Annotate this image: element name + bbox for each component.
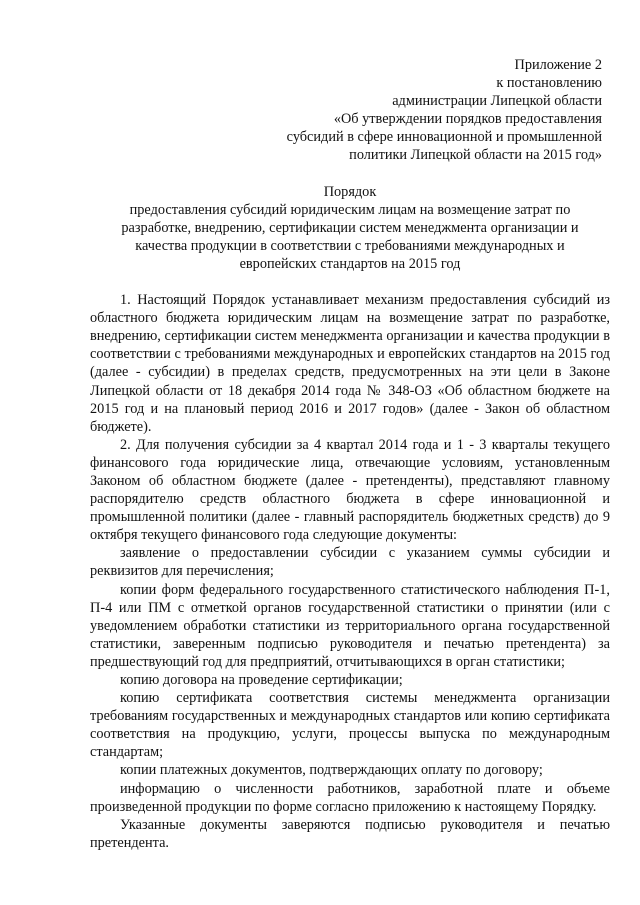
paragraph-certification-note: Указанные документы заверяются подписью руководителя и печатью претендента.: [90, 816, 610, 851]
title-subtitle-line: разработке, внедрению, сертификации систем менеджмента организации и: [121, 219, 579, 236]
list-item-contract-copy: копию договора на проведение сертификации;: [120, 672, 403, 688]
appendix-line: Приложение 2: [514, 57, 602, 73]
appendix-line: администрации Липецкой области: [392, 93, 602, 110]
title-subtitle-line: европейских стандартов на 2015 год: [239, 255, 461, 272]
list-item-certificate-copy: копию сертификата соответствия системы менеджмента организации требованиям государственных и международных стандартов или копию сертификата соответствия на продукцию, услуги, процессы выпуска по международным стандартам;: [90, 690, 610, 761]
appendix-line: к постановлению: [496, 75, 602, 92]
list-item-employee-info: информацию о численности работников, заработной плате и объеме произведенной продукции по форме согласно приложению к настоящему Порядку.: [90, 780, 610, 815]
document-body: [90, 291, 610, 852]
appendix-header: [90, 56, 602, 165]
appendix-line: субсидий в сфере инновационной и промышленной: [286, 129, 602, 146]
title-heading: Порядок: [323, 183, 377, 200]
paragraph-2: 2. Для получения субсидии за 4 квартал 2014 года и 1 - 3 кварталы текущего финансового года юридические лица, отвечающие условиям, установленным Законом об областном бюджете (далее - претенденты), представляют главному распорядителю средств областного бюджета в сфере инновационной и промышленной политики (далее - главный распорядитель бюджетных средств) до 9 октября текущего финансового года следующие документы:: [90, 436, 610, 544]
document-page: [90, 56, 610, 852]
title-subtitle-line: качества продукции в соответствии с требованиями международных и: [135, 237, 565, 254]
document-title: [90, 183, 610, 273]
appendix-line: «Об утверждении порядков предоставления: [333, 111, 602, 128]
appendix-line: политики Липецкой области на 2015 год»: [349, 147, 602, 164]
list-item-statistics-forms: копии форм федерального государственного статистического наблюдения П-1, П-4 или ПМ с отметкой органов государственной статистики о принятии (или с уведомлением обработки статистики из территориального органа государственной статистики, заверенным подписью руководителя и печатью претендента) за предшествующий год для предприятий, отчитывающихся в орган статистики;: [90, 581, 610, 670]
title-subtitle-line: предоставления субсидий юридическим лицам на возмещение затрат по: [129, 201, 571, 218]
list-item-payment-documents: копии платежных документов, подтверждающих оплату по договору;: [120, 762, 543, 779]
list-item-application: заявление о предоставлении субсидии с указанием суммы субсидии и реквизитов для перечисления;: [90, 545, 610, 580]
paragraph-1: 1. Настоящий Порядок устанавливает механизм предоставления субсидий из областного бюджета юридическим лицам на возмещение затрат по разработке, внедрению, сертификации систем менеджмента организации и качества продукции в соответствии с требованиями международных и европейских стандартов на 2015 год (далее - субсидии) в пределах средств, предусмотренных на эти цели в Законе Липецкой области от 18 декабря 2014 года № 348-ОЗ «Об областном бюджете на 2015 год и на плановый период 2016 и 2017 годов» (далее - Закон об областном бюджете).: [90, 292, 610, 435]
